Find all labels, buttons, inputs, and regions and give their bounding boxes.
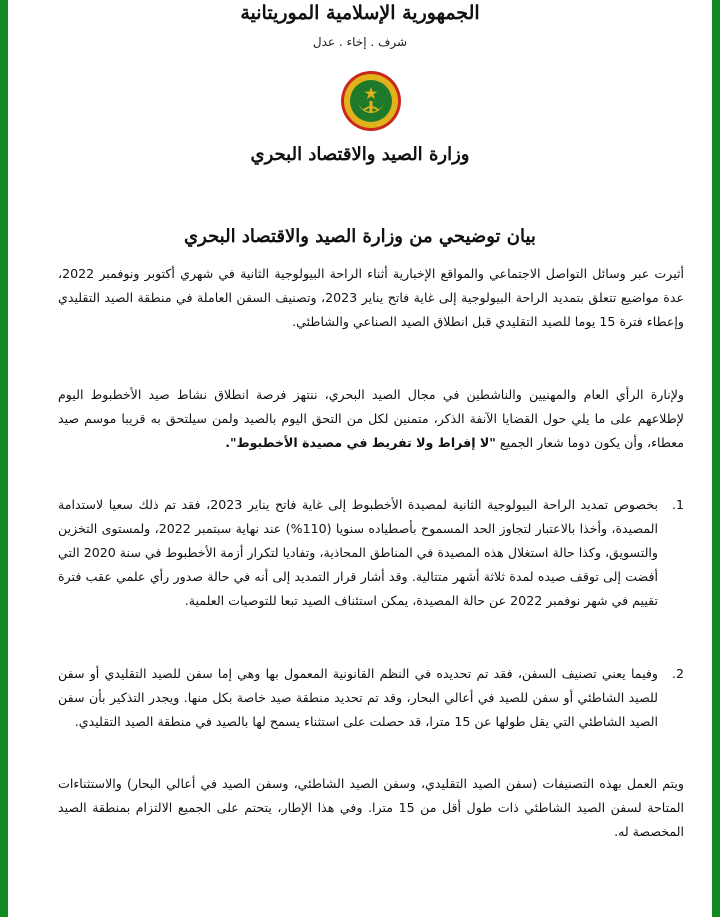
country-name: الجمهورية الإسلامية الموريتانية (240, 2, 480, 24)
closing-text: ويتم العمل بهذه التصنيفات (سفن الصيد التقليدي، وسفن الصيد الشاطئي، وسفن الصيد في أعالي البحار) والاستثناءات المتاحة لسفن الصيد الشاطئي ذات طول أقل من 15 مترا. وفي هذا الإطار، يتحتم على الجميع الالتزام بمنطقة الصيد المخصصة له. (58, 776, 684, 839)
document-page (8, 0, 712, 917)
national-emblem-icon (340, 70, 402, 132)
document-title: بيان توضيحي من وزارة الصيد والاقتصاد البحري (184, 226, 536, 247)
item-body (58, 493, 658, 613)
intro-text: أثيرت عبر وسائل التواصل الاجتماعي والمواقع الإخبارية أثناء الراحة البيولوجية الثانية في شهري أكتوبر ونوفمبر 2022، عدة مواضيع تتعلق بتمديد الراحة البيولوجية إلى غاية فاتح يناير 2023، وتصنيف السفن العاملة في منطقة الصيد التقليدي وإعطاء فترة 15 يوما للصيد التقليدي قبل انطلاق الصيد الصناعي والشاطئي. (58, 266, 684, 329)
ministry-name: وزارة الصيد والاقتصاد البحري (250, 144, 470, 165)
intro-paragraph (58, 262, 684, 334)
national-motto: شرف . إخاء . عدل (312, 35, 408, 49)
item-body (58, 662, 658, 734)
item-number: 1. (671, 497, 684, 512)
context-paragraph (58, 383, 684, 455)
item-lead: بخصوص تمديد الراحة البيولوجية الثانية لمصيدة الأخطبوط إلى غاية فاتح يناير 2023، (206, 497, 658, 512)
context-text: ولإنارة الرأي العام والمهنيين والناشطين في مجال الصيد البحري، ننتهز فرصة انطلاق نشاط صيد الأخطبوط اليوم لإطلاعهم على ما يلي حول القضايا الآنفة الذكر، متمنين لكل من التحق اليوم بالصيد ولمن سيلتحق به قريبا موسم صيد معطاء، وأن يكون دوما شعار الجميع (58, 387, 684, 450)
clarification-item-2 (58, 662, 684, 734)
item-lead: وفيما يعني تصنيف السفن، (517, 666, 658, 681)
closing-paragraph (58, 772, 684, 844)
item-number: 2. (671, 666, 684, 681)
item-text: فقد تم تحديده في النظم القانونية المعمول بها وهي إما سفن للصيد التقليدي أو سفن للصيد الشاطئي أو سفن للصيد في أعالي البحار، وقد تم تحديد منطقة صيد خاصة بكل منها. ويجدر التذكير بأن سفن الصيد الشاطئي التي يقل طولها عن 15 مترا، قد حصلت على استثناء يسمح لها بالصيد في منطقة الصيد التقليدي. (58, 666, 658, 729)
right-green-border (712, 0, 720, 917)
clarification-item-1 (58, 493, 684, 613)
item-text: فقد تم ذلك سعيا لاستدامة المصيدة، وأخذا بالاعتبار لتجاوز الحد المسموح بأصطياده سنويا (110%) عند نهاية سبتمبر 2022، ولمستوى التخزين والتسويق، وكذا حالة استغلال هذه المصيدة في المناطق المحاذية، وتفاديا لتكرار أزمة الأخطبوط في سنة 2020 التي أفضت إلى توقف صيده لمدة ثلاثة أشهر متتالية. وقد أشار قرار التمديد إلى أنه في حالة صدور رأي علمي عقب فترة تقييم في شهر نوفمبر 2022 عن حالة المصيدة، يمكن استئناف الصيد تبعا للتوصيات العلمية. (58, 497, 659, 608)
slogan: "لا إفراط ولا تفريط في مصيدة الأخطبوط". (225, 435, 496, 450)
left-green-border (0, 0, 8, 917)
